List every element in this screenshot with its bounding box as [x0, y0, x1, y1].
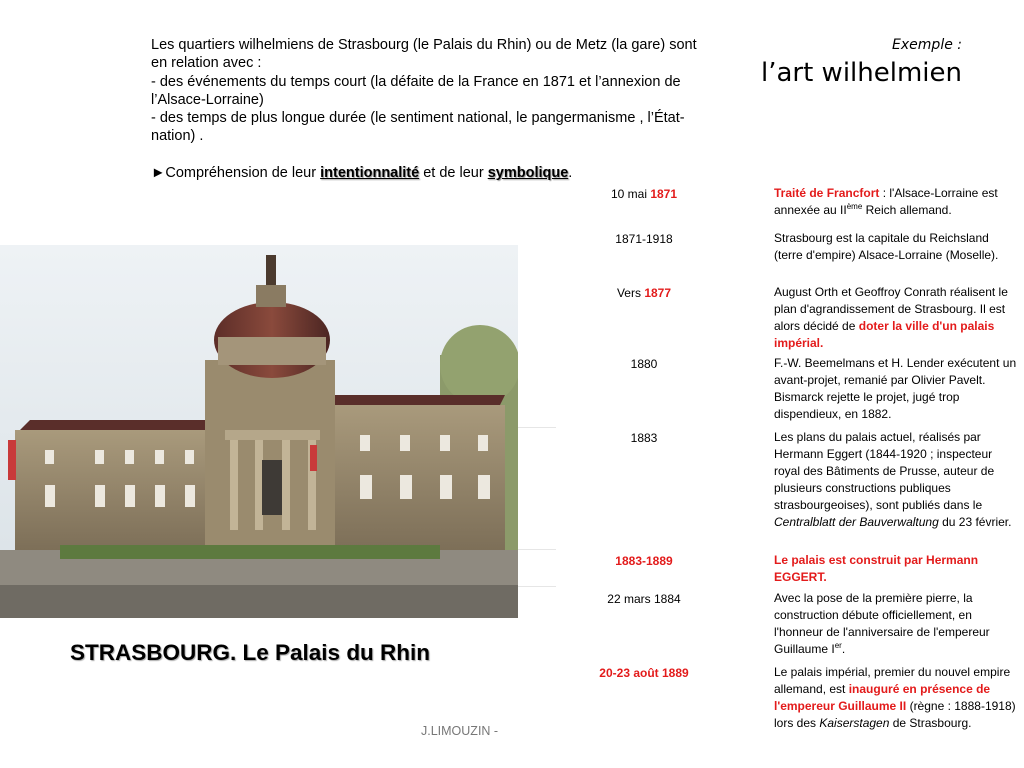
comprehension-line [151, 164, 711, 182]
desc-highlight: inauguré en présence de l'empereur Guillaume II [774, 682, 991, 713]
date-highlight: 1871 [650, 187, 678, 201]
desc-end: du 23 février. [938, 515, 1012, 529]
timeline-date: 1880 [630, 357, 658, 371]
example-label: Exemple : [892, 37, 962, 53]
timeline-desc [774, 185, 1020, 219]
comprehension-prefix: ►Compréhension de leur [151, 164, 321, 181]
timeline-date: 1883 [630, 431, 658, 445]
desc-highlight: Traité de Francfort [774, 186, 880, 200]
desc-text: Avec la pose de la première pierre, la construction débute officiellement, en l'honneur de l'anniversaire de l'empereur Guillaume I [774, 591, 990, 656]
comprehension-mid: et de leur [419, 164, 488, 181]
separator-line [518, 427, 556, 428]
desc-text: Les plans du palais actuel, réalisés par Hermann Eggert (1844-1920 ; inspecteur royal des Bâtiments de Prusse, auteur de plusieurs constructions publiques strasbourgeoises), sont publiés dans le [774, 430, 995, 512]
desc-italic: Kaiserstagen [819, 716, 890, 730]
date-highlight: 1877 [644, 286, 672, 300]
date-highlight: 1883-1889 [615, 554, 673, 568]
desc-text: Le palais impérial, premier du nouvel empire allemand, est [774, 665, 1011, 696]
intro-line-2: - des événements du temps court (la défaite de la France en 1871 et l’annexion de l’Alsace-Lorraine) [151, 73, 681, 108]
desc-italic: Centralblatt der Bauverwaltung [774, 515, 939, 529]
date-prefix: Vers [616, 286, 645, 300]
date-highlight: 20-23 août 1889 [599, 666, 689, 680]
footer-author: J.LIMOUZIN - [421, 724, 499, 738]
desc-text: : l'Alsace-Lorraine est annexée au II [774, 186, 998, 217]
comprehension-end: . [568, 164, 573, 181]
desc-text: August Orth et Geoffroy Conrath réalisent le plan d'agrandissement de Strasbourg. Il est alors décidé de [774, 285, 1008, 333]
keyword-intentionnalite: intentionnalité [320, 164, 420, 181]
intro-line-1: Les quartiers wilhelmiens de Strasbourg (le Palais du Rhin) ou de Metz (la gare) sont en relation avec : [151, 37, 697, 72]
timeline-date [583, 665, 705, 682]
desc-text: Strasbourg est la capitale du Reichsland (terre d'empire) Alsace-Lorraine (Moselle). [774, 231, 999, 262]
keyword-symbolique: symbolique [487, 164, 569, 181]
desc-highlight: Le palais est construit par Hermann EGGERT. [774, 553, 979, 584]
desc-end: de Strasbourg. [889, 716, 972, 730]
timeline-desc [774, 590, 1020, 658]
desc-end: . [841, 642, 846, 656]
timeline-date [583, 186, 705, 203]
timeline-desc [774, 429, 1020, 531]
timeline-date [583, 285, 705, 302]
desc-text: F.-W. Beemelmans et H. Lender exécutent un avant-projet, remanié par Olivier Pavelt. Bismarck rejette le projet, jugé trop dispendieux, en 1882. [774, 356, 1017, 421]
timeline-desc [774, 664, 1020, 732]
timeline-date: 1871-1918 [615, 232, 673, 246]
desc-highlight: doter la ville d'un palais impérial. [774, 319, 995, 350]
timeline-desc [774, 230, 1020, 264]
photo-caption: STRASBOURG. Le Palais du Rhin [70, 640, 431, 665]
timeline-date [583, 553, 705, 570]
separator-line [518, 549, 556, 550]
timeline-desc [774, 552, 1020, 586]
desc-superscript: er [834, 641, 842, 650]
intro-line-3: - des temps de plus longue durée (le sentiment national, le pangermanisme , l’État-nation) . [151, 110, 685, 145]
timeline-desc [774, 355, 1020, 423]
example-title: l’art wilhelmien [760, 58, 962, 88]
desc-end: Reich allemand. [862, 203, 952, 217]
timeline-desc [774, 284, 1020, 352]
desc-text: (règne : 1888-1918) lors des [774, 699, 1016, 730]
separator-line [518, 586, 556, 587]
date-prefix: 10 mai [610, 187, 651, 201]
timeline-date: 22 mars 1884 [607, 592, 681, 606]
intro-text [151, 36, 711, 182]
palais-du-rhin-photo [0, 245, 518, 618]
desc-superscript: ème [846, 202, 863, 211]
